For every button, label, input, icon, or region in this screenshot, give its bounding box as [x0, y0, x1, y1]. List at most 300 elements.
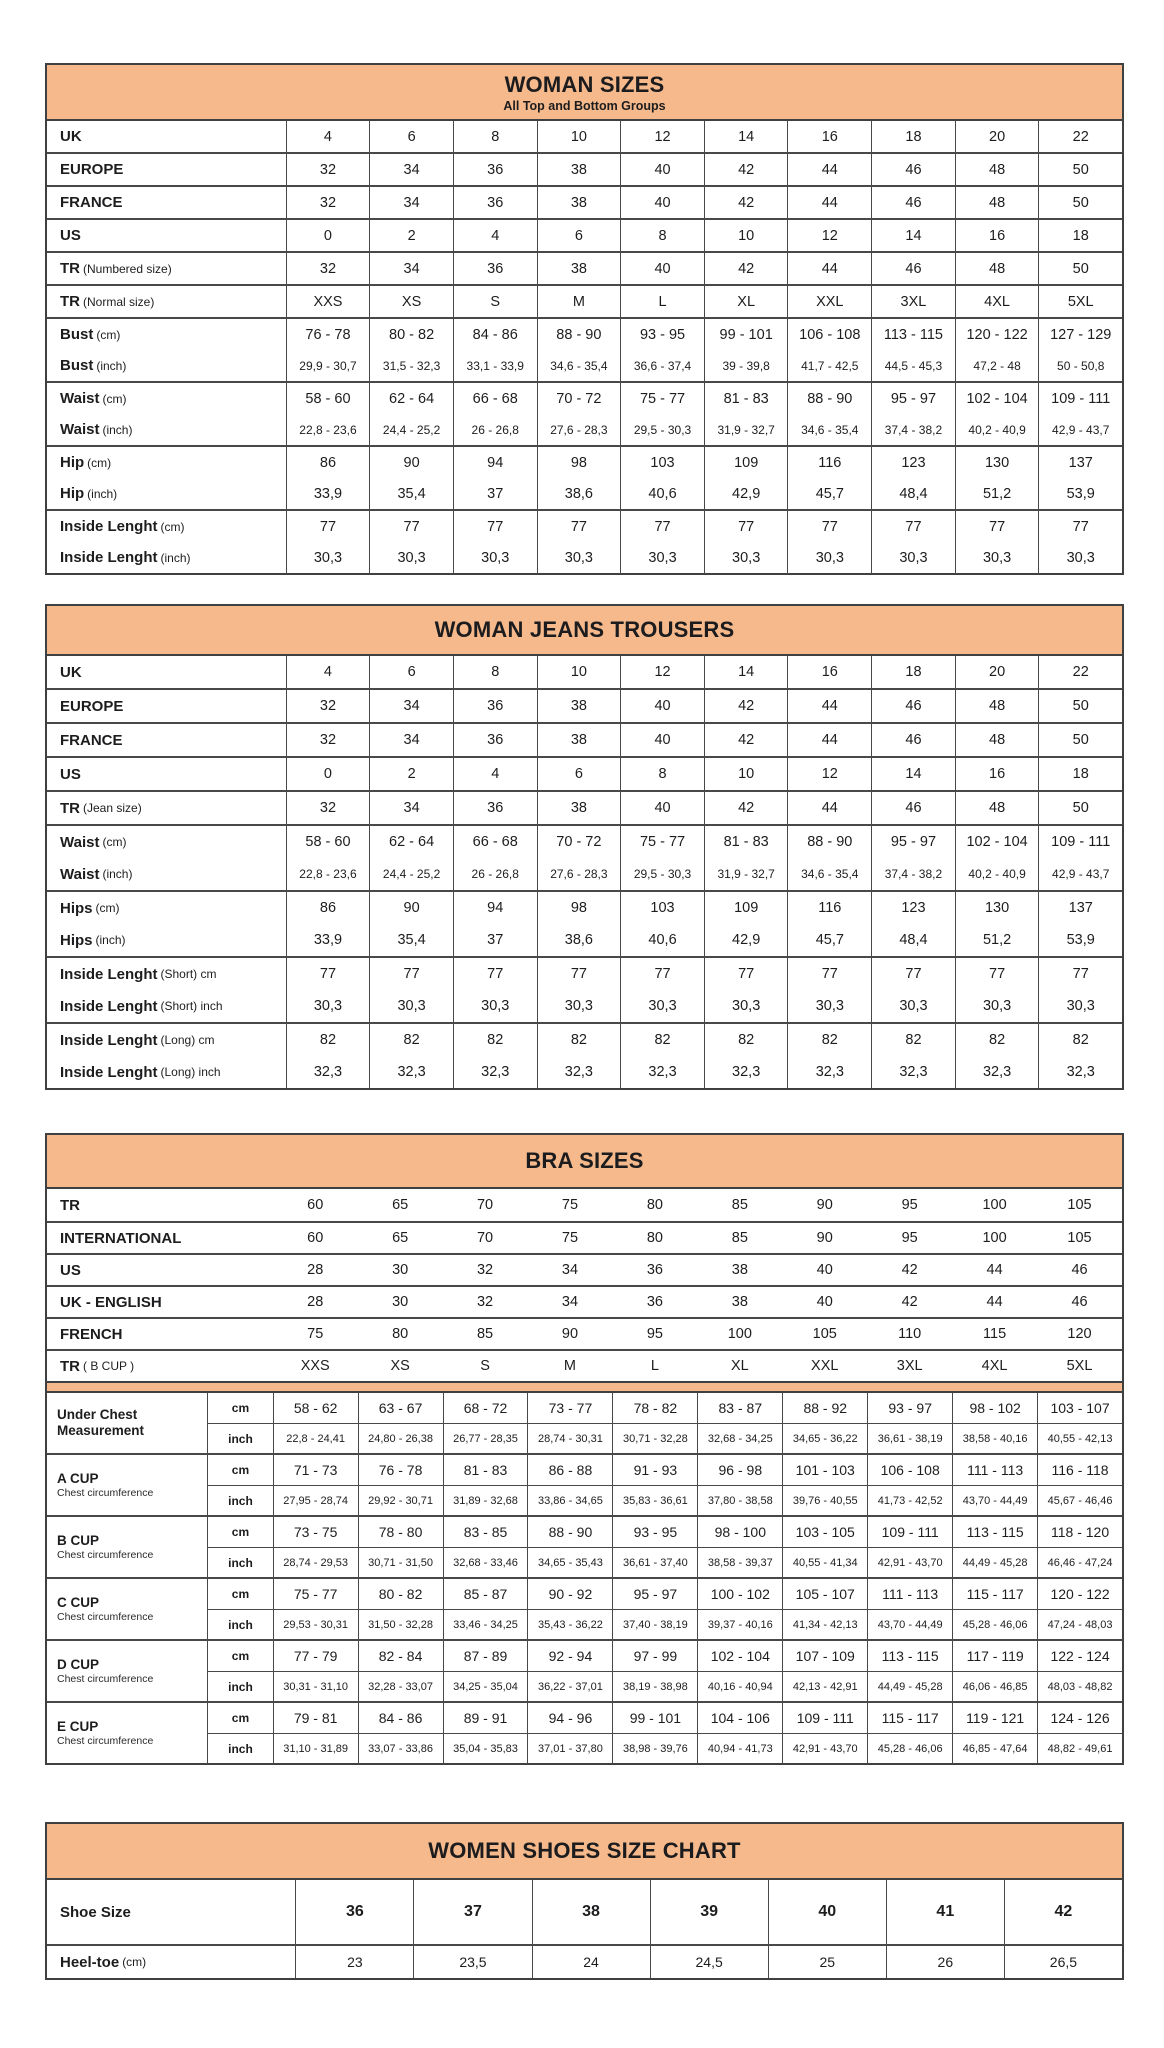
size-row-group [47, 790, 1122, 824]
row-label [47, 319, 286, 350]
size-cell: 48 [955, 792, 1039, 824]
women-shoes-title: WOMEN SHOES SIZE CHART [428, 1838, 741, 1863]
bra-sizes-header [47, 1135, 1122, 1189]
size-cell: 34 [369, 792, 453, 824]
size-cell: 78 - 82 [612, 1393, 697, 1423]
woman-sizes-header [47, 65, 1122, 121]
bra-sizes-table [45, 1133, 1124, 1765]
size-cell: 50 [1038, 154, 1122, 185]
table-row [47, 1944, 1122, 1978]
row-label-main: Inside Lenght [60, 965, 158, 983]
size-cell: 94 [453, 892, 537, 924]
size-cell: 40 [816, 1294, 833, 1310]
size-cell: 85 [731, 1197, 748, 1213]
table-row [47, 656, 1122, 688]
bra-sizes-cup-rows [47, 1393, 1122, 1763]
size-cell: 31,10 - 31,89 [273, 1734, 358, 1763]
size-cell: 65 [392, 1197, 409, 1213]
size-cell: 36,61 - 38,19 [867, 1424, 952, 1453]
table-row [47, 792, 1122, 824]
size-cell: 44 [986, 1262, 1003, 1278]
size-cell: 34,6 - 35,4 [787, 414, 871, 445]
size-cell: 35,4 [369, 924, 453, 956]
row-label-detail: (cm) [87, 455, 112, 470]
size-cell: 38 [537, 792, 621, 824]
size-cell: 6 [369, 656, 453, 688]
size-cell: 77 [537, 511, 621, 542]
size-cell: 90 [369, 892, 453, 924]
size-cell: 77 [286, 511, 370, 542]
size-cell: 78 - 80 [358, 1517, 443, 1547]
row-label [47, 1351, 273, 1381]
size-cell: 44 [787, 724, 871, 756]
size-cell: 42 [704, 154, 788, 185]
row-label-main: Waist [60, 421, 100, 438]
size-cell: 77 [1038, 511, 1122, 542]
row-label [47, 1056, 286, 1088]
size-cell: XXL [811, 1358, 839, 1374]
size-cell: 30,3 [537, 990, 621, 1022]
size-cell: 94 - 96 [527, 1703, 612, 1733]
size-cell: L [650, 1358, 659, 1374]
row-label [47, 447, 286, 478]
size-cell: 32,3 [620, 1056, 704, 1088]
size-cell: 46 [871, 792, 955, 824]
row-label-detail: (Long) inch [160, 1065, 221, 1079]
row-label-detail: (cm) [160, 519, 185, 534]
bra-sizes-conversion-rows [47, 1189, 1122, 1381]
size-cell: 46,06 - 46,85 [952, 1672, 1037, 1701]
row-label: US [60, 1261, 81, 1279]
women-shoes-body [47, 1880, 1122, 1978]
size-cell: 42 [704, 690, 788, 722]
size-cell: 60 [307, 1197, 324, 1213]
size-cell: 0 [286, 758, 370, 790]
size-cell: M [537, 286, 621, 317]
size-cell: 109 - 111 [867, 1517, 952, 1547]
size-cell: 24,5 [650, 1946, 768, 1978]
size-cell: 116 - 118 [1037, 1455, 1122, 1485]
size-cell: 46 [871, 253, 955, 284]
size-cell: 32,3 [871, 1056, 955, 1088]
size-cell: 26,5 [1004, 1946, 1122, 1978]
size-cell: 94 [453, 447, 537, 478]
row-label: EUROPE [60, 161, 124, 178]
size-cell: 103 [620, 447, 704, 478]
size-cell: 75 - 77 [620, 383, 704, 414]
row-label-detail: (inch) [95, 933, 126, 947]
table-row [47, 478, 1122, 509]
size-cell: M [563, 1358, 577, 1374]
size-cell: 30,3 [787, 542, 871, 573]
size-cell: 31,50 - 32,28 [358, 1610, 443, 1639]
row-label [47, 253, 286, 284]
size-cell: 2 [369, 220, 453, 251]
row-label [47, 924, 286, 956]
table-row [47, 286, 1122, 317]
size-cell: 46,46 - 47,24 [1037, 1548, 1122, 1577]
size-cell: 106 - 108 [787, 319, 871, 350]
size-cell: 10 [537, 656, 621, 688]
unit-label: cm [231, 1587, 250, 1601]
size-cell: 30,3 [286, 990, 370, 1022]
cup-name: C CUP [57, 1594, 100, 1610]
cup-sublabel: Chest circumference [57, 1549, 154, 1562]
size-cell: 44 [787, 253, 871, 284]
size-cell: 50 [1038, 792, 1122, 824]
size-cell: 30,71 - 32,28 [612, 1424, 697, 1453]
size-cell: 41,7 - 42,5 [787, 350, 871, 381]
size-cell: 32,3 [537, 1056, 621, 1088]
size-cell: 50 - 50,8 [1038, 350, 1122, 381]
size-cell: 77 [369, 511, 453, 542]
row-label-detail: (Long) cm [160, 1033, 215, 1047]
size-cell: 38 [537, 187, 621, 218]
size-cell: 95 [901, 1197, 918, 1213]
size-cell: 45,67 - 46,46 [1037, 1486, 1122, 1515]
size-cell: 115 - 117 [867, 1703, 952, 1733]
size-cell: 39 - 39,8 [704, 350, 788, 381]
size-cell: 40 [620, 154, 704, 185]
table-row [47, 350, 1122, 381]
size-row-group [47, 445, 1122, 509]
size-cell: 38,19 - 38,98 [612, 1672, 697, 1701]
cup-sublabel: Chest circumference [57, 1487, 154, 1500]
size-cell: 32 [286, 253, 370, 284]
size-cell: 32 [286, 690, 370, 722]
size-cell: 28,74 - 29,53 [273, 1548, 358, 1577]
size-cell: 36 [646, 1262, 663, 1278]
size-cell: 34,6 - 35,4 [787, 858, 871, 890]
size-cell: S [453, 286, 537, 317]
size-cell: 38,58 - 39,37 [697, 1548, 782, 1577]
women-shoes-table [45, 1822, 1124, 1980]
size-cell: 106 - 108 [867, 1455, 952, 1485]
size-cell: 22 [1038, 656, 1122, 688]
cup-sublabel: Chest circumference [57, 1673, 154, 1686]
size-cell: 109 [704, 447, 788, 478]
size-cell: 8 [620, 758, 704, 790]
size-cell: 32,3 [1038, 1056, 1122, 1088]
size-cell: 84 - 86 [358, 1703, 443, 1733]
size-cell: 68 - 72 [443, 1393, 528, 1423]
size-cell: 40,16 - 40,94 [697, 1672, 782, 1701]
size-cell: 103 - 105 [782, 1517, 867, 1547]
size-cell: 46 [871, 154, 955, 185]
size-cell: 42 [704, 187, 788, 218]
size-cell: 58 - 60 [286, 826, 370, 858]
size-cell: 85 [476, 1326, 494, 1342]
size-cell: 115 - 117 [952, 1579, 1037, 1609]
size-cell: 22 [1038, 121, 1122, 152]
size-cell: 77 [704, 511, 788, 542]
table-row [47, 1285, 1122, 1317]
size-cell: XL [704, 286, 788, 317]
size-cell: 41 [886, 1880, 1004, 1944]
row-label-main: Hip [60, 454, 85, 471]
bra-sizes-divider-band [47, 1381, 1122, 1393]
size-cell: 82 - 84 [358, 1641, 443, 1671]
size-cell: 14 [871, 220, 955, 251]
table-row [47, 447, 1122, 478]
cup-name: D CUP [57, 1656, 100, 1672]
size-cell: 34 [369, 690, 453, 722]
size-cell: 32,3 [955, 1056, 1039, 1088]
measurement-row [208, 1423, 1122, 1453]
size-cell: 127 - 129 [1038, 319, 1122, 350]
row-label: US [60, 227, 81, 244]
size-cell: 42 [704, 792, 788, 824]
size-cell: 77 [620, 958, 704, 990]
size-cell: 4XL [955, 286, 1039, 317]
size-cell: 95 - 97 [871, 383, 955, 414]
size-cell: 34,25 - 35,04 [443, 1672, 528, 1701]
size-cell: 100 [727, 1326, 752, 1342]
size-cell: 100 [982, 1197, 1007, 1213]
size-cell: 77 [704, 958, 788, 990]
size-cell: 82 [369, 1024, 453, 1056]
size-cell: XS [390, 1358, 410, 1374]
size-cell: 45,7 [787, 478, 871, 509]
size-cell: 42,9 [704, 478, 788, 509]
size-row-group [47, 509, 1122, 573]
size-cell: 48 [955, 724, 1039, 756]
row-label-detail: (Normal size) [83, 294, 155, 309]
size-cell: 113 - 115 [867, 1641, 952, 1671]
size-cell: S [480, 1358, 490, 1374]
row-label-main: TR [60, 799, 80, 817]
size-cell: 97 - 99 [612, 1641, 697, 1671]
size-cell: 120 - 122 [955, 319, 1039, 350]
size-cell: 38 [537, 253, 621, 284]
size-cell: 42,91 - 43,70 [867, 1548, 952, 1577]
cup-group [47, 1701, 1122, 1763]
size-cell: 27,6 - 28,3 [537, 858, 621, 890]
size-cell: 10 [704, 220, 788, 251]
row-label-detail: (inch) [102, 422, 133, 437]
measurement-row [208, 1579, 1122, 1609]
size-cell: 42,91 - 43,70 [782, 1734, 867, 1763]
measurement-row [208, 1733, 1122, 1763]
size-row-group [47, 218, 1122, 251]
size-cell: 34 [561, 1294, 579, 1310]
table-row [47, 1189, 1122, 1221]
size-cell: 38 [731, 1262, 748, 1278]
size-cell: 33,9 [286, 478, 370, 509]
size-cell: 88 - 90 [787, 383, 871, 414]
size-cell: 30,3 [286, 542, 370, 573]
row-label [47, 511, 286, 542]
size-cell: 32,3 [453, 1056, 537, 1088]
size-cell: 43,70 - 44,49 [867, 1610, 952, 1639]
table-row [47, 990, 1122, 1022]
size-cell: 82 [871, 1024, 955, 1056]
size-cell: 40,2 - 40,9 [955, 858, 1039, 890]
size-cell: 105 - 107 [782, 1579, 867, 1609]
size-cell: 96 - 98 [697, 1455, 782, 1485]
size-cell: 38,58 - 40,16 [952, 1424, 1037, 1453]
size-cell: 26 - 26,8 [453, 858, 537, 890]
size-cell: 103 [620, 892, 704, 924]
size-cell: 101 - 103 [782, 1455, 867, 1485]
size-cell: 104 - 106 [697, 1703, 782, 1733]
cup-name: A CUP [57, 1470, 99, 1486]
size-cell: 36,22 - 37,01 [527, 1672, 612, 1701]
table-row [47, 924, 1122, 956]
size-cell: 32,3 [787, 1056, 871, 1088]
size-cell: 22,8 - 23,6 [286, 414, 370, 445]
size-cell: 90 [816, 1230, 833, 1246]
size-cell: 32,3 [369, 1056, 453, 1088]
size-cell: 42 [1004, 1880, 1122, 1944]
size-cell: 100 - 102 [697, 1579, 782, 1609]
measurement-row [208, 1671, 1122, 1701]
size-cell: 115 [983, 1326, 1007, 1342]
size-cell: 40 [620, 792, 704, 824]
size-cell: 32,68 - 33,46 [443, 1548, 528, 1577]
size-cell: 23,5 [413, 1946, 531, 1978]
women-shoes-header [47, 1824, 1122, 1880]
size-cell: 99 - 101 [704, 319, 788, 350]
size-cell: 48,03 - 48,82 [1037, 1672, 1122, 1701]
cup-group [47, 1577, 1122, 1639]
size-cell: 30 [392, 1294, 409, 1310]
size-cell: 113 - 115 [952, 1517, 1037, 1547]
size-cell: 110 [898, 1326, 922, 1342]
size-cell: 82 [1038, 1024, 1122, 1056]
row-label-detail: ( B CUP ) [83, 1359, 135, 1373]
row-label-main: Bust [60, 326, 94, 343]
size-cell: 34,65 - 35,43 [527, 1548, 612, 1577]
size-cell: 32 [286, 187, 370, 218]
row-label [47, 286, 286, 317]
size-cell: 36 [453, 690, 537, 722]
size-cell: 24,4 - 25,2 [369, 858, 453, 890]
row-label-detail: (cm) [102, 391, 127, 406]
size-row-group [47, 152, 1122, 185]
size-cell: 98 [537, 892, 621, 924]
size-cell: 30,31 - 31,10 [273, 1672, 358, 1701]
size-cell: 77 [871, 958, 955, 990]
size-cell: 53,9 [1038, 924, 1122, 956]
row-label [47, 414, 286, 445]
row-label-main: Inside Lenght [60, 1063, 158, 1081]
size-row-group [47, 756, 1122, 790]
size-cell: 40 [620, 724, 704, 756]
size-row-group [47, 890, 1122, 956]
size-cell: 42 [704, 253, 788, 284]
size-cell: 26,77 - 28,35 [443, 1424, 528, 1453]
size-cell: 38 [537, 724, 621, 756]
size-cell: 33,1 - 33,9 [453, 350, 537, 381]
size-cell: 14 [704, 656, 788, 688]
table-row [47, 383, 1122, 414]
size-cell: 33,9 [286, 924, 370, 956]
size-cell: 40,6 [620, 924, 704, 956]
size-cell: 41,34 - 42,13 [782, 1610, 867, 1639]
size-cell: 44 [787, 154, 871, 185]
size-cell: 34 [561, 1262, 579, 1278]
unit-label: inch [228, 1617, 253, 1632]
size-cell: 36 [453, 253, 537, 284]
row-label [47, 792, 286, 824]
size-cell: 6 [537, 758, 621, 790]
size-cell: 116 [787, 892, 871, 924]
size-cell: 36,61 - 37,40 [612, 1548, 697, 1577]
table-row [47, 690, 1122, 722]
cup-name: Under Chest Measurement [57, 1407, 145, 1438]
size-cell: 32 [286, 792, 370, 824]
size-cell: 85 - 87 [443, 1579, 528, 1609]
row-label: UK - ENGLISH [60, 1293, 162, 1311]
unit-label: cm [231, 1401, 250, 1415]
size-cell: 22,8 - 23,6 [286, 858, 370, 890]
row-label: Shoe Size [60, 1903, 131, 1921]
table-row [47, 892, 1122, 924]
size-cell: 50 [1038, 187, 1122, 218]
size-cell: 31,89 - 32,68 [443, 1486, 528, 1515]
size-cell: 16 [955, 758, 1039, 790]
row-label [47, 478, 286, 509]
size-cell: 90 [369, 447, 453, 478]
size-cell: 36 [453, 792, 537, 824]
size-cell: 26 - 26,8 [453, 414, 537, 445]
cup-sublabel: Chest circumference [57, 1611, 154, 1624]
size-cell: 37 [413, 1880, 531, 1944]
size-cell: 111 - 113 [867, 1579, 952, 1609]
size-cell: 44 [787, 792, 871, 824]
size-cell: XXL [787, 286, 871, 317]
size-cell: 86 [286, 892, 370, 924]
size-cell: 89 - 91 [443, 1703, 528, 1733]
size-cell: 30,3 [871, 990, 955, 1022]
size-cell: 90 [816, 1197, 833, 1213]
woman-jeans-header [47, 606, 1122, 656]
table-row [47, 253, 1122, 284]
table-row [47, 958, 1122, 990]
size-cell: 30,3 [453, 542, 537, 573]
size-cell: 50 [1038, 724, 1122, 756]
size-cell: 86 [286, 447, 370, 478]
size-cell: 77 [787, 511, 871, 542]
size-cell: 18 [1038, 220, 1122, 251]
size-cell: 42,13 - 42,91 [782, 1672, 867, 1701]
table-row [47, 1024, 1122, 1056]
row-label: EUROPE [60, 697, 124, 715]
woman-jeans-body [47, 656, 1122, 1088]
size-cell: 42 [704, 724, 788, 756]
size-cell: 29,5 - 30,3 [620, 414, 704, 445]
size-cell: 120 [1067, 1326, 1092, 1342]
size-cell: 35,83 - 36,61 [612, 1486, 697, 1515]
size-cell: 80 [392, 1326, 409, 1342]
row-label-detail: (inch) [102, 867, 133, 881]
size-cell: 47,24 - 48,03 [1037, 1610, 1122, 1639]
cup-label [47, 1393, 208, 1453]
size-cell: 42,9 - 43,7 [1038, 414, 1122, 445]
size-cell: 80 [646, 1230, 663, 1246]
size-cell: 40 [620, 690, 704, 722]
size-cell: 4XL [981, 1358, 1008, 1374]
size-cell: 34 [369, 253, 453, 284]
size-cell: 32,3 [286, 1056, 370, 1088]
size-cell: 42 [901, 1294, 918, 1310]
size-cell: 95 [901, 1230, 918, 1246]
size-cell: 58 - 62 [273, 1393, 358, 1423]
size-cell: 39 [650, 1880, 768, 1944]
size-cell: 46,85 - 47,64 [952, 1734, 1037, 1763]
size-cell: 109 - 111 [1038, 826, 1122, 858]
